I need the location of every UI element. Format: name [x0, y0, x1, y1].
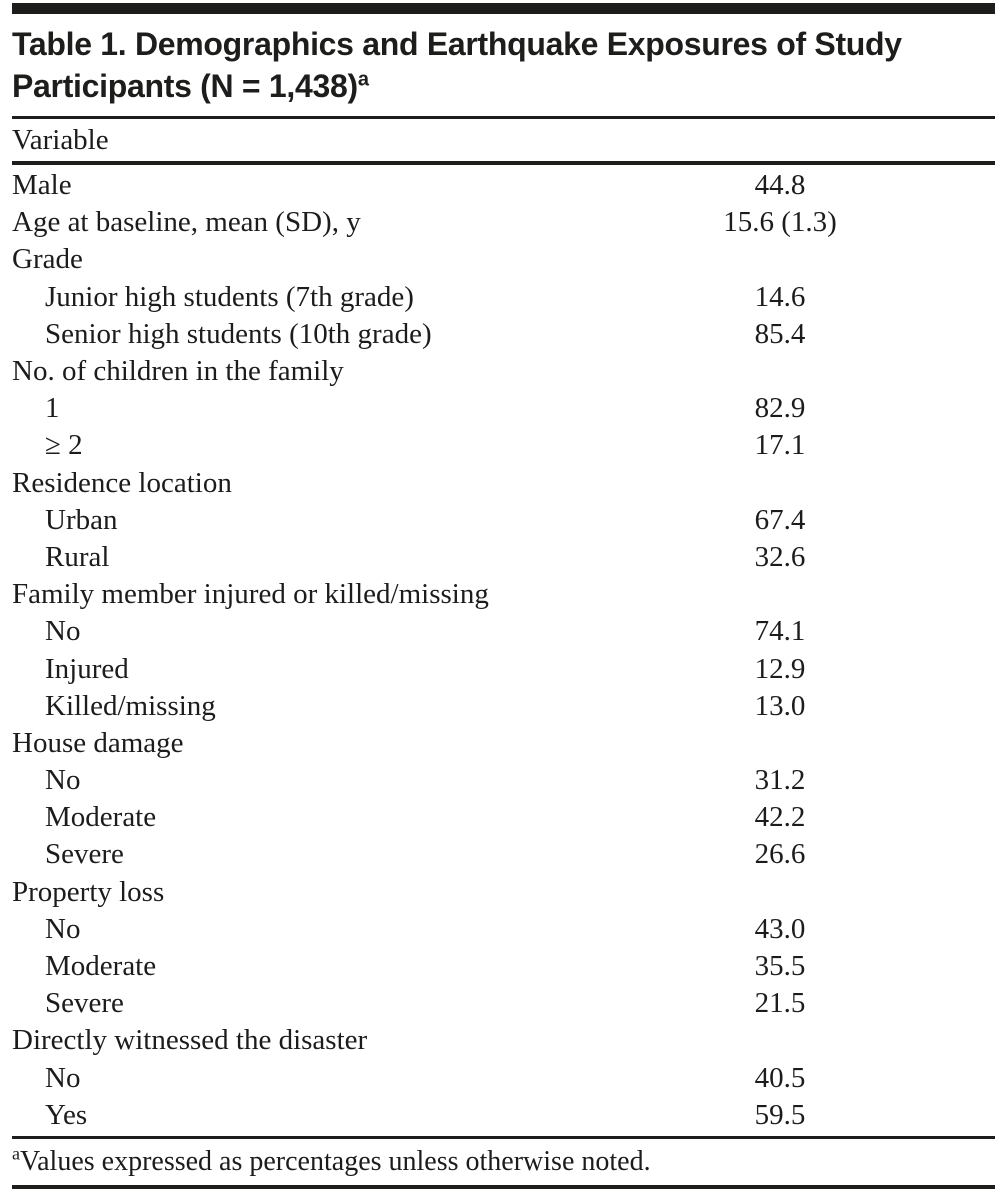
row-label: No. of children in the family: [12, 355, 344, 388]
row-label: Family member injured or killed/missing: [12, 578, 489, 611]
row-label: 1: [45, 392, 60, 425]
row-label: Urban: [45, 503, 118, 536]
table-row: [12, 316, 995, 353]
table-body: [12, 165, 995, 1136]
row-label: No: [45, 615, 81, 648]
row-value: 74.1: [754, 615, 806, 648]
row-value: 13.0: [754, 689, 806, 722]
table-row: [12, 465, 995, 502]
table-row: [12, 502, 995, 539]
row-label: No: [45, 764, 81, 797]
table-row: [12, 279, 995, 316]
table-row: [12, 911, 995, 948]
row-label: Junior high students (7th grade): [45, 280, 414, 313]
row-label: Rural: [45, 540, 110, 573]
table-row: [12, 353, 995, 390]
table-row: [12, 167, 995, 204]
table-row: [12, 688, 995, 725]
row-value: 15.6 (1.3): [723, 206, 837, 239]
row-value: 42.2: [754, 801, 806, 834]
table-row: [12, 613, 995, 650]
row-value: 40.5: [754, 1061, 806, 1094]
table-title: [12, 23, 995, 107]
row-label: Moderate: [45, 950, 157, 983]
row-value: 85.4: [754, 317, 806, 350]
row-label: No: [45, 1061, 81, 1094]
table-title-line1: Table 1. Demographics and Earthquake Exposures of Study: [12, 26, 902, 62]
table-row: [12, 427, 995, 464]
table-row: [12, 874, 995, 911]
row-label: Residence location: [12, 466, 232, 499]
row-value: 43.0: [754, 912, 806, 945]
table-row: [12, 1060, 995, 1097]
row-label: Age at baseline, mean (SD), y: [12, 206, 361, 239]
row-label: ≥ 2: [45, 429, 83, 462]
row-label: Injured: [45, 652, 129, 685]
row-label: Property loss: [12, 875, 165, 908]
table-row: [12, 836, 995, 873]
table-row: [12, 390, 995, 427]
table-row: [12, 948, 995, 985]
row-value: 82.9: [754, 392, 806, 425]
row-label: House damage: [12, 726, 184, 759]
row-label: Directly witnessed the disaster: [12, 1024, 368, 1057]
row-value: 59.5: [754, 1098, 806, 1131]
row-value: 14.6: [754, 280, 806, 313]
table-footnote: [12, 1139, 995, 1185]
row-label: Yes: [45, 1098, 88, 1131]
row-label: Moderate: [45, 801, 157, 834]
row-value: 17.1: [754, 429, 806, 462]
row-label: Severe: [45, 987, 124, 1020]
column-header-variable: Variable: [12, 124, 109, 156]
row-label: Severe: [45, 838, 124, 871]
row-label: No: [45, 912, 81, 945]
table-row: [12, 725, 995, 762]
row-label: Senior high students (10th grade): [45, 317, 432, 350]
table-row: [12, 1022, 995, 1059]
row-value: 67.4: [754, 503, 806, 536]
table-row: [12, 204, 995, 241]
table-row: [12, 241, 995, 278]
footnote-superscript: a: [12, 1143, 20, 1164]
row-label: Killed/missing: [45, 689, 216, 722]
row-value: 31.2: [754, 764, 806, 797]
row-value: 21.5: [754, 987, 806, 1020]
top-rule: [12, 3, 995, 14]
table-row: [12, 799, 995, 836]
table-row: [12, 985, 995, 1022]
table-row: [12, 539, 995, 576]
table-row: [12, 762, 995, 799]
bottom-rule: [12, 1185, 995, 1189]
row-value: 32.6: [754, 540, 806, 573]
row-label: Grade: [12, 243, 83, 276]
table-row: [12, 576, 995, 613]
table-title-superscript: a: [357, 68, 369, 91]
table-row: [12, 1097, 995, 1134]
row-value: 35.5: [754, 950, 806, 983]
row-value: 12.9: [754, 652, 806, 685]
table-row: [12, 650, 995, 687]
footnote-text: Values expressed as percentages unless otherwise noted.: [20, 1145, 651, 1177]
row-value: 26.6: [754, 838, 806, 871]
table-title-line2: Participants (N = 1,438): [12, 68, 358, 104]
row-label: Male: [12, 169, 72, 202]
row-value: 44.8: [754, 169, 806, 202]
